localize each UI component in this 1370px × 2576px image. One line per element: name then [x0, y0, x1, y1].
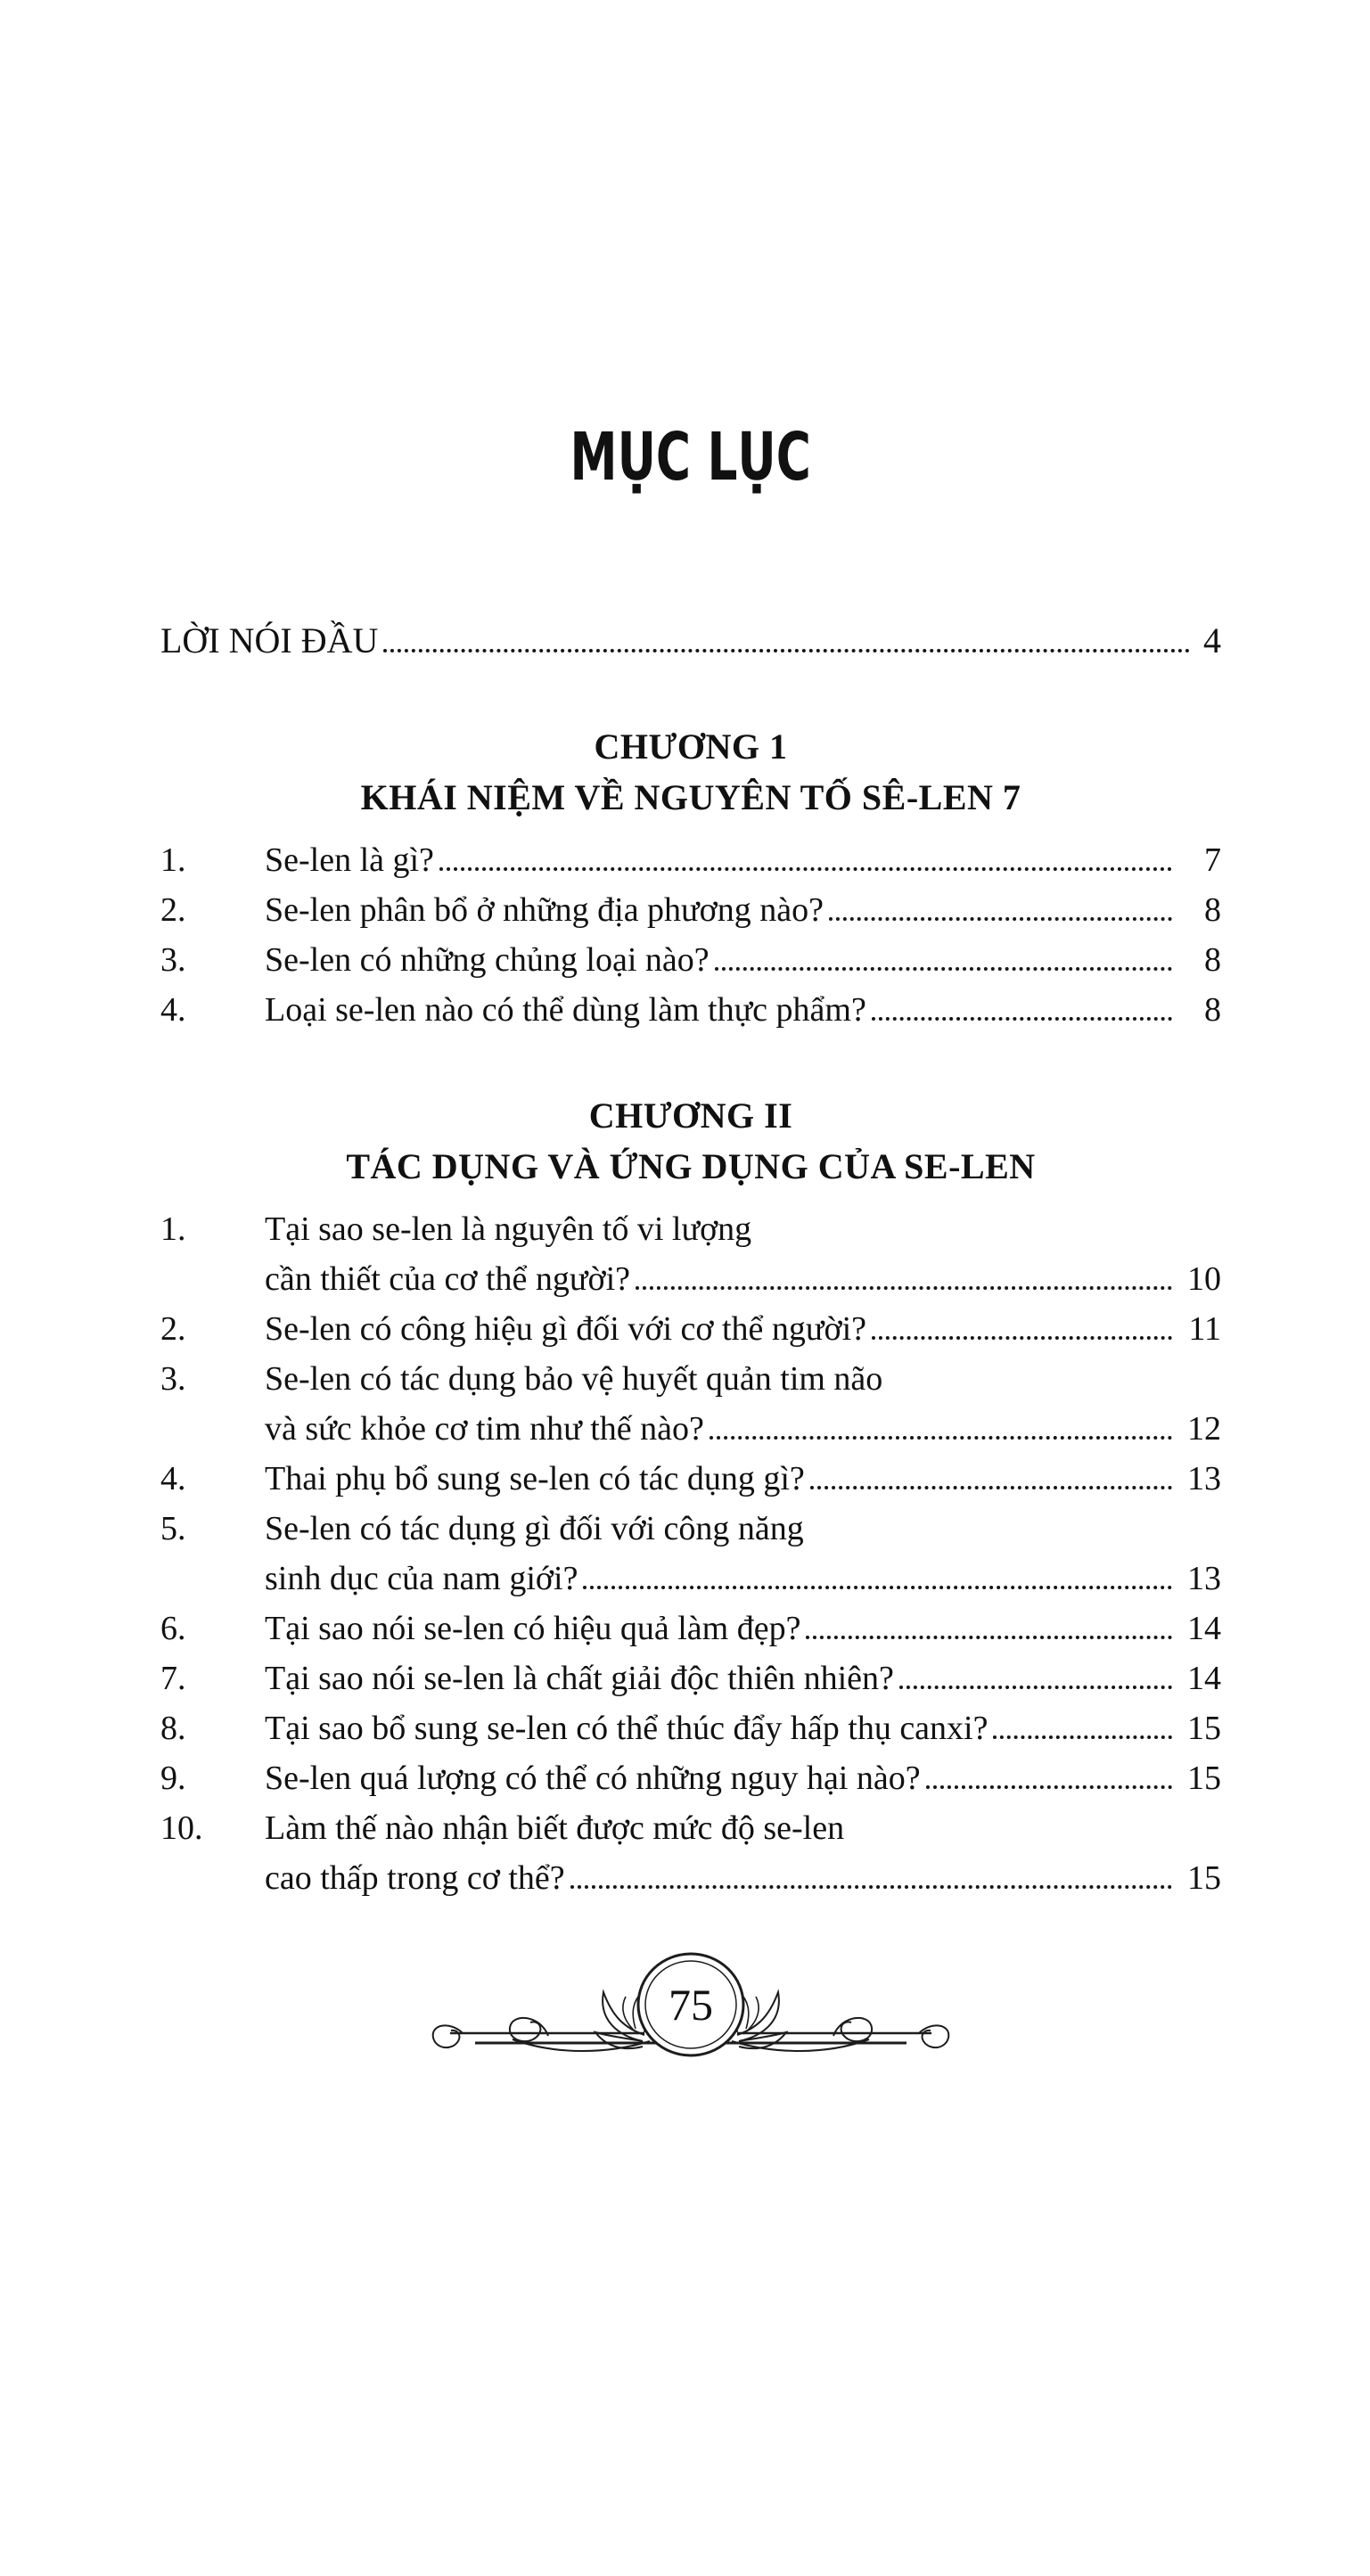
item-text: Thai phụ bổ sung se-len có tác dụng gì?	[265, 1460, 805, 1497]
dot-leader	[636, 1286, 1172, 1290]
toc-row	[160, 1853, 1221, 1903]
toc-item	[160, 1504, 1221, 1604]
toc-row	[160, 1604, 1221, 1653]
item-text: Se-len phân bổ ở những địa phương nào?	[265, 891, 824, 929]
toc-row	[160, 835, 1221, 885]
dot-leader	[899, 1686, 1172, 1689]
page-title-text: MỤC LỤC	[570, 419, 812, 496]
item-page-number: 8	[1204, 891, 1221, 929]
item-number: 2.	[160, 891, 186, 929]
item-page-number: 8	[1204, 991, 1221, 1029]
toc-row	[160, 1703, 1221, 1753]
item-text: Tại sao nói se-len có hiệu quả làm đẹp?	[265, 1610, 801, 1647]
toc-item	[160, 1304, 1221, 1354]
item-text: Se-len có tác dụng gì đối với công năng	[265, 1510, 804, 1547]
item-text: Se-len là gì?	[265, 841, 434, 879]
toc-list	[160, 1204, 1221, 1903]
toc-row	[160, 985, 1221, 1035]
dot-leader	[710, 1436, 1172, 1440]
toc-row	[160, 1554, 1221, 1604]
footer-flourish-graphic	[423, 1946, 958, 2115]
preface-label: LỜI NÓI ĐẦU	[160, 620, 379, 660]
toc-item	[160, 885, 1221, 935]
toc-row	[160, 885, 1221, 935]
item-page-number: 11	[1188, 1310, 1221, 1348]
item-page-number: 14	[1187, 1660, 1221, 1697]
toc-item	[160, 1703, 1221, 1753]
dot-leader	[806, 1636, 1172, 1639]
item-page-number: 15	[1187, 1859, 1221, 1897]
item-number: 8.	[160, 1710, 186, 1747]
item-number: 3.	[160, 941, 186, 979]
item-text: và sức khỏe cơ tim như thế nào?	[265, 1410, 704, 1448]
toc-row	[160, 1404, 1221, 1454]
dot-leader	[829, 917, 1172, 921]
item-number: 6.	[160, 1610, 186, 1647]
item-page-number: 8	[1204, 941, 1221, 979]
toc-row	[160, 1254, 1221, 1304]
dot-leader	[715, 967, 1172, 971]
dot-leader	[810, 1486, 1172, 1489]
chapter-heading-line1: CHƯƠNG II	[588, 1095, 793, 1136]
dot-leader	[583, 1586, 1172, 1589]
chapters-container	[160, 721, 1221, 1903]
item-page-number: 7	[1204, 841, 1221, 879]
item-page-number: 13	[1187, 1560, 1221, 1597]
item-text: Se-len có những chủng loại nào?	[265, 941, 710, 979]
item-text: cần thiết của cơ thể người?	[265, 1260, 631, 1298]
preface-entry	[160, 616, 1221, 666]
item-page-number: 14	[1187, 1610, 1221, 1647]
item-text: Loại se-len nào có thể dùng làm thực phẩm?	[265, 991, 866, 1029]
dot-leader	[872, 1017, 1172, 1021]
toc-row	[160, 1753, 1221, 1803]
toc-row	[160, 1204, 1221, 1254]
item-page-number: 12	[1187, 1410, 1221, 1448]
chapter-heading-line2: KHÁI NIỆM VỀ NGUYÊN TỐ SÊ-LEN 7	[360, 777, 1021, 817]
item-text: Tại sao nói se-len là chất giải độc thiên nhiên?	[265, 1660, 894, 1697]
footer-ornament	[160, 1946, 1221, 2120]
toc-row	[160, 1304, 1221, 1354]
item-number: 4.	[160, 1460, 186, 1497]
item-number: 2.	[160, 1310, 186, 1348]
item-number: 3.	[160, 1360, 186, 1398]
dot-leader	[439, 867, 1172, 871]
dot-leader	[383, 649, 1190, 652]
item-number: 9.	[160, 1760, 186, 1797]
toc-item	[160, 1204, 1221, 1304]
toc-row	[160, 1803, 1221, 1853]
item-number: 10.	[160, 1809, 203, 1847]
item-number: 1.	[160, 1210, 186, 1248]
item-page-number: 10	[1187, 1260, 1221, 1298]
item-text: Se-len có công hiệu gì đối với cơ thể người?	[265, 1310, 867, 1348]
dot-leader	[993, 1735, 1172, 1739]
toc-row	[160, 1454, 1221, 1504]
item-page-number: 15	[1187, 1710, 1221, 1747]
item-text: Làm thế nào nhận biết được mức độ se-len	[265, 1809, 845, 1847]
chapter-section	[160, 1090, 1221, 1903]
item-text: Tại sao bổ sung se-len có thể thúc đẩy hấp thụ canxi?	[265, 1710, 989, 1747]
chapter-heading	[160, 1090, 1221, 1192]
toc-item	[160, 1753, 1221, 1803]
item-text: Tại sao se-len là nguyên tố vi lượng	[265, 1210, 752, 1248]
toc-list	[160, 835, 1221, 1035]
dot-leader	[570, 1885, 1172, 1889]
item-text: sinh dục của nam giới?	[265, 1560, 578, 1597]
toc-item	[160, 1604, 1221, 1653]
toc-row	[160, 1354, 1221, 1404]
toc-row	[160, 1504, 1221, 1554]
item-number: 4.	[160, 991, 186, 1029]
chapter-heading-line1: CHƯƠNG 1	[594, 726, 788, 767]
chapter-section	[160, 721, 1221, 1035]
item-number: 5.	[160, 1510, 186, 1547]
footer-page-number: 75	[669, 1980, 713, 2030]
toc-row	[160, 935, 1221, 985]
dot-leader	[926, 1785, 1172, 1789]
item-text: Se-len có tác dụng bảo vệ huyết quản tim não	[265, 1360, 883, 1398]
chapter-heading-line2: TÁC DỤNG VÀ ỨNG DỤNG CỦA SE-LEN	[346, 1146, 1036, 1186]
item-page-number: 15	[1187, 1760, 1221, 1797]
item-text: Se-len quá lượng có thể có những nguy hại nào?	[265, 1760, 921, 1797]
toc-item	[160, 1803, 1221, 1903]
item-page-number: 13	[1187, 1460, 1221, 1497]
item-number: 1.	[160, 841, 186, 879]
dot-leader	[872, 1336, 1172, 1340]
toc-row	[160, 1653, 1221, 1703]
item-number: 7.	[160, 1660, 186, 1697]
toc-item	[160, 985, 1221, 1035]
toc-item	[160, 1354, 1221, 1454]
preface-page-number: 4	[1203, 620, 1221, 660]
toc-page	[0, 419, 1370, 2576]
page-title	[160, 419, 1221, 496]
toc-item	[160, 835, 1221, 885]
item-text: cao thấp trong cơ thể?	[265, 1859, 565, 1897]
chapter-heading	[160, 721, 1221, 823]
toc-item	[160, 1653, 1221, 1703]
toc-item	[160, 935, 1221, 985]
toc-item	[160, 1454, 1221, 1504]
